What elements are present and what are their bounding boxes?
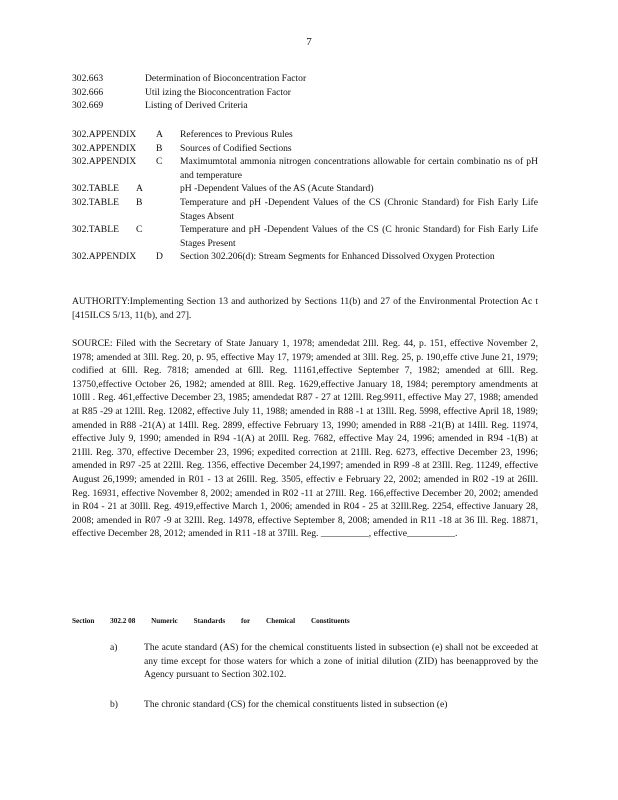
appendix-number: 302.APPENDIX	[72, 251, 137, 263]
subsection-text: The chronic standard (CS) for the chemical constituents listed in subsection (e)	[144, 699, 448, 710]
toc-row	[72, 99, 538, 113]
appendix-letter: A	[156, 129, 163, 140]
appendix-row	[72, 128, 538, 142]
appendix-row	[72, 196, 538, 223]
appendix-letter: D	[156, 251, 163, 263]
appendix-row	[72, 182, 538, 196]
heading-word: Standards	[193, 617, 226, 625]
toc-section-title: Listing of Derived Criteria	[145, 100, 248, 112]
appendix-number: 302.APPENDIX	[72, 156, 137, 168]
appendix-row	[72, 155, 538, 182]
appendix-number: 302.APPENDIX	[72, 142, 137, 154]
toc-row	[72, 86, 538, 100]
appendix-number: 302.APPENDIX	[72, 129, 137, 140]
toc-section-number: 302.666	[72, 86, 104, 98]
toc-row	[72, 72, 538, 86]
subsection-text: The acute standard (AS) for the chemical constituents listed in subsection (e) shall not be exceeded at any time except for those waters for which a zone of initial dilution (ZID) has beenapproved by the Agency pursuant to Section 302.102.	[144, 642, 538, 681]
appendix-title: Maximumtotal ammonia nitrogen concentrations allowable for certain combinatio ns of pH and temperature	[180, 156, 538, 181]
toc-appendices	[72, 128, 538, 278]
source-note: SOURCE: Filed with the Secretary of State January 1, 1978; amendedat 2Ill. Reg. 44, p. 151, effective November 2, 1978; amended at 3Ill. Reg. 20, p. 95, effective May 17, 1979; amended at 3Ill. Reg. 25, p. 190,effe ctive June 21, 1979; codified at 6Ill. Reg. 7818; amended at 6Ill. Reg. 11161,effective September 7, 1982; amended at 6Ill. Reg. 13750,effective October 26, 1982; amended at 8Ill. Reg. 1629,effective January 18, 1984; peremptory amendments at 10Ill . Reg. 461,effective December 23, 1985; amendedat R87 - 27 at 12Ill. Reg.9911, effective May 27, 1988; amended at R85 -29 at 12Ill. Reg. 12082, effective July 11, 1988; amended in R88 -1 at 13Ill. Reg. 5998, effective April 18, 1989; amended in R88 -21(A) at 14Ill. Reg. 2899, effective February 13, 1990; amended in R88 -21(B) at 14Ill. Reg. 11974, effective July 9, 1990; amended in R94 -1(A) at 20Ill. Reg. 7682, effective May 24, 1996; amended in R94 -1(B) at 21Ill. Reg. 370, effective December 23, 1996; expedited correction at 21Ill. Reg. 6273, effective December 23, 1996; amended in R97 -25 at 22Ill. Reg. 1356, effective December 24,1997; amended in R99 -8 at 23Ill. Reg. 11249, effective August 26,1999; amended in R01 - 13 at 26Ill. Reg. 3505, effectiv e February 22, 2002; amended in R02 -19 at 26Ill. Reg. 16931, effective November 8, 2002; amended in R02 -11 at 27Ill. Reg. 166,effective December 20, 2002; amended in R04 - 21 at 30Ill. Reg. 4919,effective March 1, 2006; amended in R04 - 25 at 32Ill.Reg. 2254, effective January 28, 2008; amended in R07 -9 at 32Ill. Reg. 14978, effective September 8, 2008; amended in R11 -18 at 36 Ill. Reg. 18871, effective December 28, 2012; amended in R11 -18 at 37Ill. Reg. __________, effective__________.	[72, 338, 538, 540]
toc-section-number: 302.663	[72, 73, 104, 84]
page-number: 7	[306, 36, 312, 48]
section-label: Section	[72, 617, 95, 625]
subsection-label: a)	[110, 642, 118, 653]
appendix-number: 302.TABLE	[72, 183, 119, 195]
toc-section-title: Determination of Bioconcentration Factor	[145, 73, 307, 84]
appendix-row	[72, 142, 538, 156]
appendix-letter: B	[136, 196, 143, 208]
heading-word: Constituents	[310, 617, 350, 625]
appendix-title: Temperature and pH -Dependent Values of the CS (C hronic Standard) for Fish Early Life Stages Present	[180, 224, 538, 249]
appendix-letter: C	[136, 224, 143, 236]
toc-sections	[72, 72, 538, 113]
toc-section-number: 302.669	[72, 100, 104, 112]
toc-section-title: Util izing the Bioconcentration Factor	[145, 86, 292, 98]
appendix-letter: B	[156, 142, 163, 154]
heading-word: for	[241, 617, 251, 625]
appendix-number: 302.TABLE	[72, 196, 119, 208]
subsection-label: b)	[110, 699, 118, 710]
appendix-number: 302.TABLE	[72, 224, 119, 236]
section-heading	[72, 617, 372, 625]
appendix-title: pH -Dependent Values of the AS (Acute Standard)	[180, 183, 374, 195]
appendix-letter: A	[136, 183, 143, 195]
appendix-title: Temperature and pH -Dependent Values of the CS (Chronic Standard) for Fish Early Life Stages Absent	[180, 196, 538, 222]
appendix-title: Section 302.206(d): Stream Segments for Enhanced Dissolved Oxygen Protection	[180, 251, 495, 263]
appendix-row	[72, 250, 538, 277]
section-number: 302.2 08	[110, 617, 136, 625]
heading-word: Numeric	[151, 617, 178, 625]
appendix-title: References to Previous Rules	[180, 129, 293, 140]
appendix-title: Sources of Codified Sections	[180, 142, 292, 154]
heading-word: Chemical	[266, 617, 296, 625]
appendix-row	[72, 223, 538, 250]
appendix-letter: C	[156, 156, 163, 168]
authority-note: AUTHORITY:Implementing Section 13 and authorized by Sections 11(b) and 27 of the Environmental Protection Ac t [415ILCS 5/13, 11(b), and 27].	[72, 296, 538, 321]
